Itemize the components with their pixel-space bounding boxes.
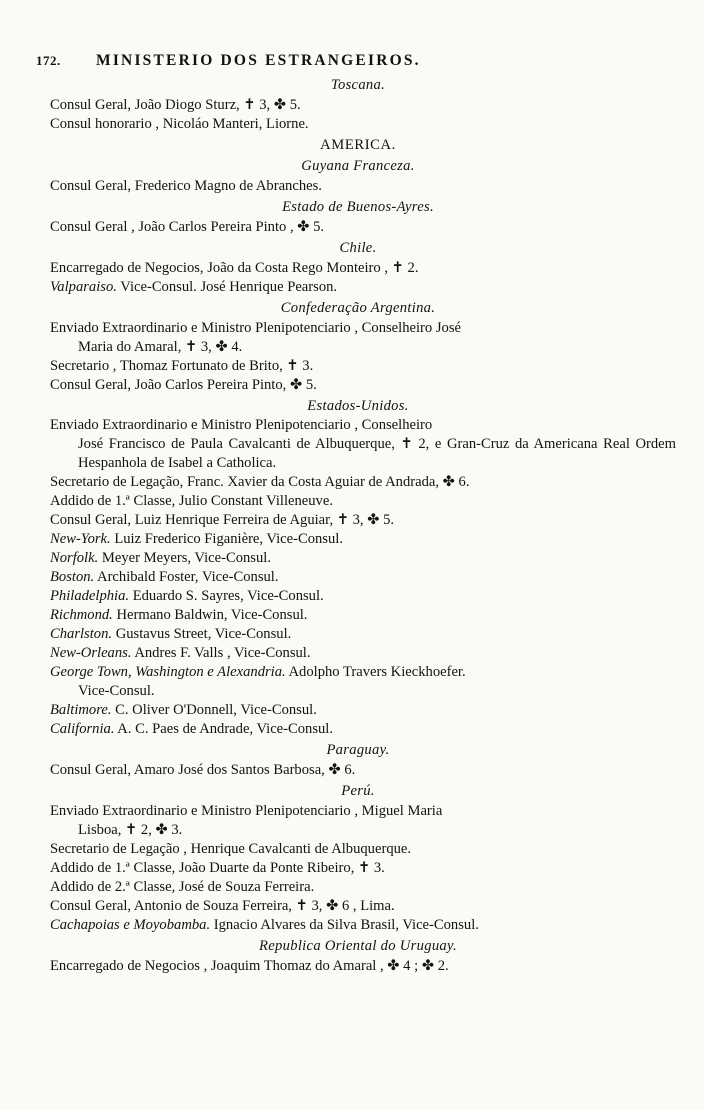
entry-text: Secretario de Legação, Franc. Xavier da Costa Aguiar de Andrada, ✤ 6.	[50, 474, 470, 491]
entry-place-name: Boston.	[50, 569, 95, 586]
section-heading: AMERICA.	[320, 136, 396, 153]
entry-place-name: New-York.	[50, 531, 111, 548]
entry-text: California. A. C. Paes de Andrade, Vice-Consul.	[50, 720, 334, 737]
entry-text: Consul Geral, Frederico Magno de Abranches.	[50, 177, 322, 194]
directory-entry	[40, 177, 676, 196]
directory-entry	[40, 319, 676, 357]
directory-entry	[40, 625, 676, 644]
section-heading: Paraguay.	[326, 741, 390, 758]
entry-place-name: Richmond.	[50, 607, 113, 624]
section-heading: Confederação Argentina.	[280, 299, 436, 316]
entry-place-name: Norfolk.	[50, 550, 99, 567]
folio-number: 172.	[36, 53, 61, 68]
entry-continuation: José Francisco de Paula Cavalcanti de Albuquerque, ✝ 2, e Gran-Cruz da Americana Real Ordem Hespanhola de Isabel a Catholica.	[78, 436, 676, 472]
directory-entry	[40, 376, 676, 395]
entry-text: New-Orleans. Andres F. Valls , Vice-Consul.	[50, 645, 311, 662]
section-heading: Estado de Buenos-Ayres.	[282, 198, 434, 215]
entry-text: Addido de 1.ª Classe, João Duarte da Ponte Ribeiro, ✝ 3.	[50, 859, 385, 876]
entry-place-name: Baltimore.	[50, 702, 112, 718]
section-heading: Republica Oriental do Uruguay.	[259, 937, 457, 954]
entry-text: Consul Geral, Amaro José dos Santos Barbosa, ✤ 6.	[50, 761, 356, 778]
entry-text: Boston. Archibald Foster, Vice-Consul.	[50, 569, 279, 586]
entry-text: Secretario , Thomaz Fortunato de Brito, ✝ 3.	[50, 357, 314, 374]
directory-entry	[40, 357, 676, 376]
directory-entry	[40, 840, 676, 859]
entry-place-name: Philadelphia.	[50, 588, 130, 605]
directory-entry	[40, 701, 676, 720]
directory-entry	[40, 606, 676, 625]
entry-place-name: Valparaiso.	[50, 278, 117, 295]
directory-entry	[40, 916, 676, 935]
entry-text: Charlston. Gustavus Street, Vice-Consul.	[50, 626, 292, 643]
entry-continuation: Maria do Amaral, ✝ 3, ✤ 4.	[78, 338, 243, 355]
entry-text: Secretario de Legação , Henrique Cavalcanti de Albuquerque.	[50, 840, 412, 857]
directory-entry	[40, 278, 676, 297]
directory-entry	[40, 530, 676, 549]
entry-text: Cachapoias e Moyobamba. Ignacio Alvares da Silva Brasil, Vice-Consul.	[50, 916, 479, 933]
entry-text: Consul Geral , João Carlos Pereira Pinto , ✤ 5.	[50, 218, 325, 235]
entry-text: Consul Geral, Luiz Henrique Ferreira de Aguiar, ✝ 3, ✤ 5.	[50, 512, 395, 529]
entry-text: Consul Geral, João Carlos Pereira Pinto, ✤ 5.	[50, 376, 317, 393]
directory-entry	[40, 878, 676, 897]
directory-entry	[40, 957, 676, 976]
directory-entry	[40, 720, 676, 739]
entry-text: Valparaiso. Vice-Consul. José Henrique Pearson.	[50, 278, 338, 295]
entry-text: Enviado Extraordinario e Ministro Plenipotenciario , Conselheiro	[50, 417, 433, 434]
entry-continuation: Lisboa, ✝ 2, ✤ 3.	[78, 821, 183, 838]
directory-entry	[40, 897, 676, 916]
entry-text: Enviado Extraordinario e Ministro Plenipotenciario , Conselheiro José	[50, 319, 461, 336]
directory-entry	[40, 492, 676, 511]
running-head-title: MINISTERIO DOS ESTRANGEIROS.	[96, 52, 421, 69]
section-heading: Toscana.	[330, 77, 386, 93]
directory-entry	[40, 587, 676, 606]
directory-entry	[40, 663, 676, 701]
entry-text: Richmond. Hermano Baldwin, Vice-Consul.	[50, 607, 308, 624]
page-header	[0, 0, 704, 70]
entry-place-name: New-Orleans.	[50, 645, 132, 662]
entry-place-name: Cachapoias e Moyobamba.	[50, 916, 211, 933]
directory-entry	[40, 511, 676, 530]
entry-text: Baltimore. C. Oliver O'Donnell, Vice-Consul.	[50, 702, 317, 718]
entry-text: Addido de 2.ª Classe, José de Souza Ferreira.	[50, 878, 315, 895]
section-heading: Guyana Franceza.	[301, 157, 415, 174]
directory-entry	[40, 568, 676, 587]
entry-place-name: California.	[50, 720, 115, 737]
directory-entry	[40, 549, 676, 568]
entry-text: Consul Geral, João Diogo Sturz, ✝ 3, ✤ 5.	[50, 96, 301, 113]
entry-text: Addido de 1.ª Classe, Julio Constant Villeneuve.	[50, 493, 333, 510]
page-body	[0, 70, 704, 976]
directory-entry	[40, 218, 676, 237]
directory-entry	[40, 96, 676, 115]
paper-speckles	[0, 1062, 704, 1092]
entry-text: Encarregado de Negocios , Joaquim Thomaz do Amaral , ✤ 4 ; ✤ 2.	[50, 957, 449, 974]
directory-entry	[40, 761, 676, 780]
entry-text: Enviado Extraordinario e Ministro Plenipotenciario , Miguel Maria	[50, 802, 443, 819]
directory-entry	[40, 416, 676, 473]
directory-entry	[40, 859, 676, 878]
entry-continuation: Vice-Consul.	[78, 683, 155, 700]
section-heading: Chile.	[339, 239, 377, 256]
entry-text: New-York. Luiz Frederico Figanière, Vice-Consul.	[50, 531, 343, 548]
entry-place-name: George Town, Washington e Alexandria.	[50, 664, 286, 681]
directory-entry	[40, 259, 676, 278]
directory-entry	[40, 644, 676, 663]
entry-text: Philadelphia. Eduardo S. Sayres, Vice-Consul.	[50, 588, 324, 605]
entry-text: Consul Geral, Antonio de Souza Ferreira, ✝ 3, ✤ 6 , Lima.	[50, 897, 395, 914]
entry-text: Encarregado de Negocios, João da Costa Rego Monteiro , ✝ 2.	[50, 259, 419, 276]
entry-text: Norfolk. Meyer Meyers, Vice-Consul.	[50, 550, 271, 567]
entry-place-name: Charlston.	[50, 626, 113, 643]
directory-entry	[40, 473, 676, 492]
section-heading: Perú.	[341, 782, 375, 799]
entry-text: George Town, Washington e Alexandria. Adolpho Travers Kieckhoefer.	[50, 664, 466, 681]
section-heading: Estados-Unidos.	[307, 397, 409, 414]
directory-entry	[40, 802, 676, 840]
entry-text: Consul honorario , Nicoláo Manteri, Liorne.	[50, 115, 309, 132]
directory-entry	[40, 115, 676, 134]
